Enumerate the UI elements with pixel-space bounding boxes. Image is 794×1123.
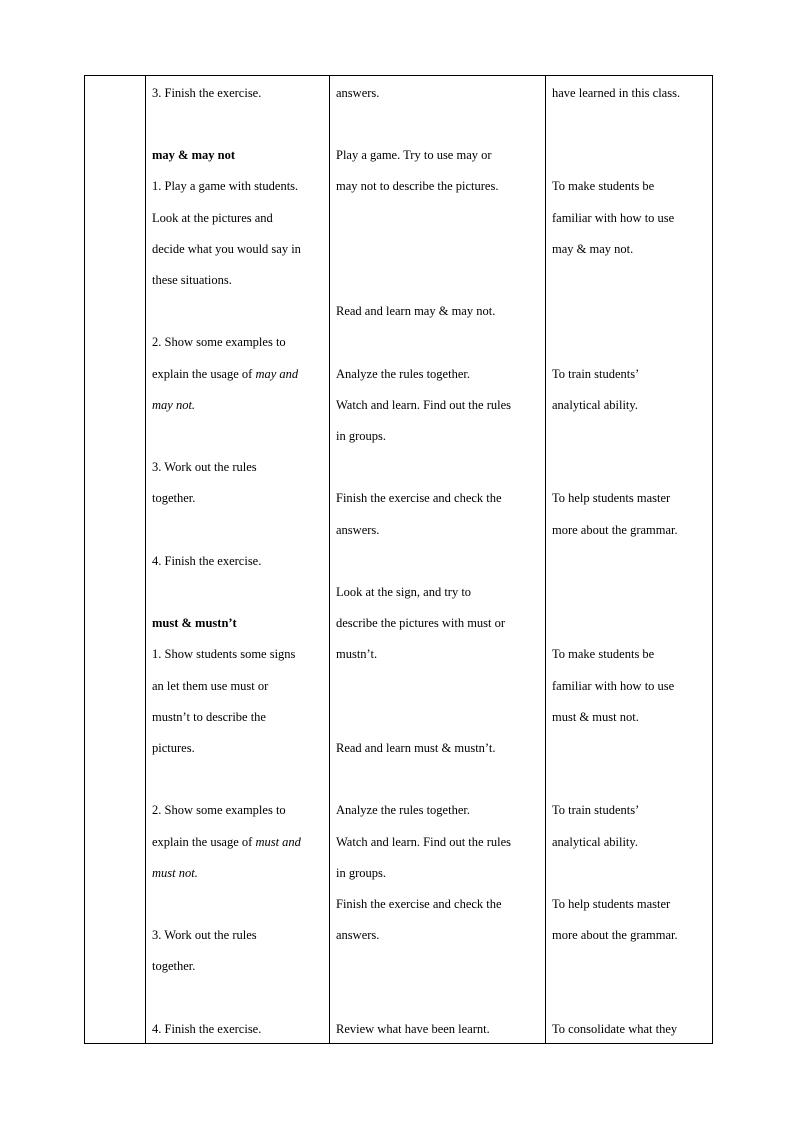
text-line: more about the grammar. — [552, 523, 678, 537]
text-line: may not. — [152, 398, 196, 412]
text-line: 2. Show some examples to — [152, 803, 286, 817]
stage-cell — [85, 76, 146, 1044]
text-line: Look at the pictures and — [152, 211, 273, 225]
text-line: may & may not. — [552, 242, 634, 256]
text-line: 1. Show students some signs — [152, 647, 296, 661]
text-line: To consolidate what they — [552, 1022, 678, 1036]
text-line: Review what have been learnt. — [336, 1022, 490, 1036]
text-line: Watch and learn. Find out the rules — [336, 835, 511, 849]
text-line: Watch and learn. Find out the rules — [336, 398, 511, 412]
purpose-cell — [546, 76, 713, 1044]
text-line: To make students be — [552, 179, 655, 193]
text-line: decide what you would say in — [152, 242, 301, 256]
text-line: 4. Finish the exercise. — [152, 554, 262, 568]
text-line: Finish the exercise and check the — [336, 491, 502, 505]
section-heading-may: may & may not — [152, 148, 235, 162]
text-line: these situations. — [152, 273, 232, 287]
text-line: together. — [152, 491, 196, 505]
text-line: must & must not. — [552, 710, 639, 724]
text-line: answers. — [336, 928, 380, 942]
student-activity-cell — [330, 76, 546, 1044]
text-line: in groups. — [336, 866, 386, 880]
italic-run: may and — [255, 367, 299, 381]
text-line: 3. Finish the exercise. — [152, 86, 262, 100]
text-line: describe the pictures with must or — [336, 616, 506, 630]
text-line: To train students’ — [552, 803, 640, 817]
table-row — [85, 76, 713, 1044]
lesson-plan-table — [84, 75, 713, 1044]
text-line: To train students’ — [552, 367, 640, 381]
text-line: familiar with how to use — [552, 679, 675, 693]
text-line: Finish the exercise and check the — [336, 897, 502, 911]
text-line — [152, 366, 327, 382]
section-heading-must: must & mustn’t — [152, 616, 237, 630]
text-line: 1. Play a game with students. — [152, 179, 299, 193]
text-line: answers. — [336, 523, 380, 537]
text-line: 3. Work out the rules — [152, 928, 257, 942]
teacher-activity-cell — [146, 76, 330, 1044]
text-line: analytical ability. — [552, 398, 638, 412]
text-line: mustn’t. — [336, 647, 378, 661]
text-line: Read and learn may & may not. — [336, 304, 496, 318]
text-line: Look at the sign, and try to — [336, 585, 472, 599]
text-line: To help students master — [552, 491, 671, 505]
text-line: in groups. — [336, 429, 386, 443]
text-run: explain the usage of — [152, 367, 256, 381]
text-line: familiar with how to use — [552, 211, 675, 225]
text-line: analytical ability. — [552, 835, 638, 849]
text-line: To make students be — [552, 647, 655, 661]
text-line: together. — [152, 959, 196, 973]
text-line: may not to describe the pictures. — [336, 179, 499, 193]
italic-run: must and — [255, 835, 301, 849]
text-line — [152, 834, 327, 850]
text-line: answers. — [336, 86, 380, 100]
text-line: 4. Finish the exercise. — [152, 1022, 262, 1036]
text-line: pictures. — [152, 741, 195, 755]
text-line: mustn’t to describe the — [152, 710, 266, 724]
text-line: an let them use must or — [152, 679, 269, 693]
text-line: 3. Work out the rules — [152, 460, 257, 474]
text-line: have learned in this class. — [552, 86, 681, 100]
text-line: To help students master — [552, 897, 671, 911]
text-line: Read and learn must & mustn’t. — [336, 741, 496, 755]
text-line: Analyze the rules together. — [336, 803, 470, 817]
text-line: Analyze the rules together. — [336, 367, 470, 381]
text-line: must not. — [152, 866, 198, 880]
text-line: more about the grammar. — [552, 928, 678, 942]
text-line: 2. Show some examples to — [152, 335, 286, 349]
text-run: explain the usage of — [152, 835, 256, 849]
text-line: Play a game. Try to use may or — [336, 148, 492, 162]
